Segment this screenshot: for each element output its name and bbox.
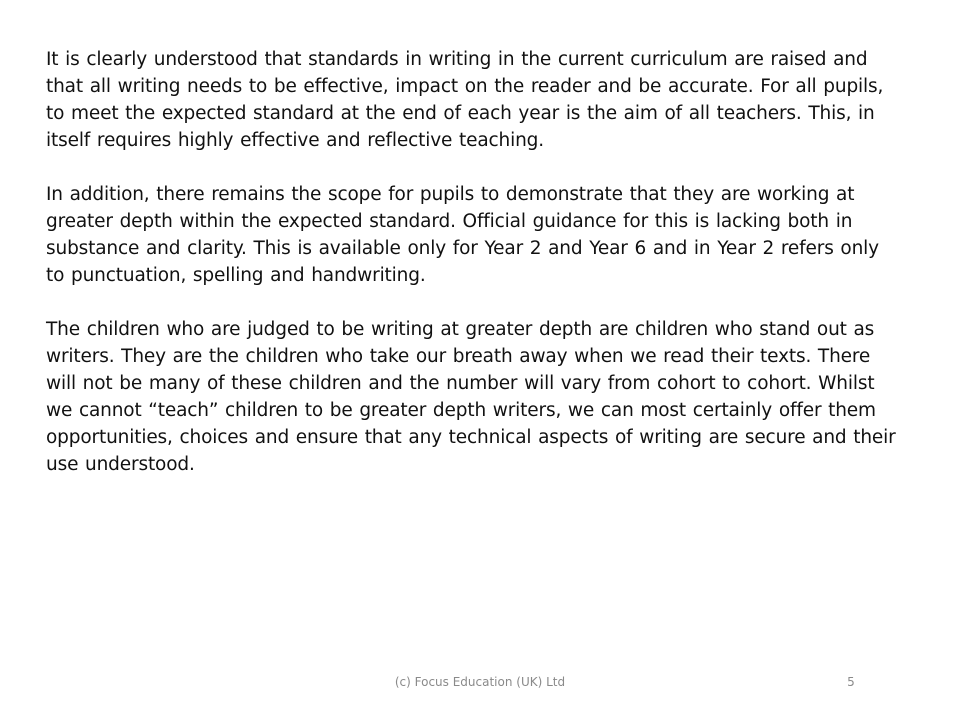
page-number: 5 <box>847 675 855 689</box>
paragraph-greater-depth-writers: The children who are judged to be writing at greater depth are children who stand out as writers. They are the children who take our breath away when we read their texts. There will not be many of these children and the number will vary from cohort to cohort. Whilst we cannot “teach” children to be greater depth writers, we can most certainly offer them opportunities, choices and ensure that any technical aspects of writing are secure and their use understood. <box>46 319 896 475</box>
body-text <box>46 46 896 505</box>
paragraph-greater-depth-guidance: In addition, there remains the scope for pupils to demonstrate that they are working at greater depth within the expected standard. Official guidance for this is lacking both in substance and clarity. This is available only for Year 2 and Year 6 and in Year 2 refers only to punctuation, spelling and handwriting. <box>46 184 879 286</box>
footer-copyright: (c) Focus Education (UK) Ltd <box>394 675 566 689</box>
paragraph-standards: It is clearly understood that standards in writing in the current curriculum are raised and that all writing needs to be effective, impact on the reader and be accurate. For all pupils, to meet the expected standard at the end of each year is the aim of all teachers. This, in itself requires highly effective and reflective teaching. <box>46 49 884 151</box>
